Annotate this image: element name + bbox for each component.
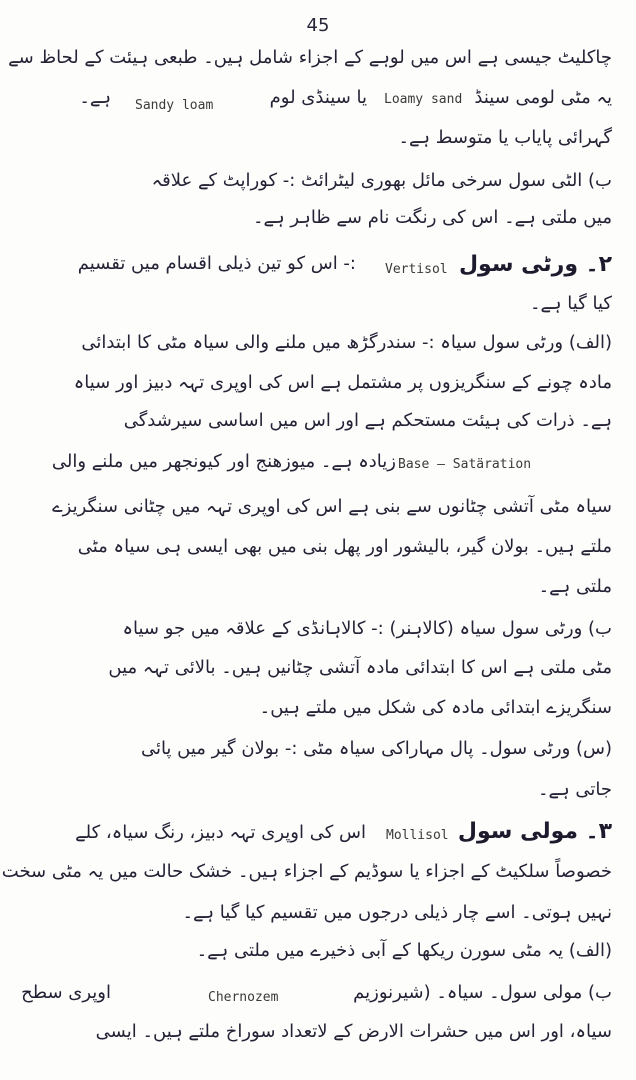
line-25: سیاہ، اور اس میں حشرات الارض کے لاتعداد سوراخ ملتے ہیں۔ ایسی xyxy=(95,1021,612,1042)
line-16: مٹی ملتی ہے اس کا ابتدائی مادہ آتشی چٹانیں ہیں۔ بالائی تہہ میں xyxy=(108,657,612,678)
line-24a: ب) مولی سول۔ سیاہ۔ (شیرنوزیم xyxy=(353,982,612,1003)
line-7: کیا گیا ہے۔ xyxy=(529,293,612,314)
line-20b: اس کی اوپری تہہ دبیز، رنگ سیاہ، کلے xyxy=(75,822,366,843)
line-17: سنگریزے ابتدائی مادہ کی شکل میں ملتے ہیں۔ xyxy=(259,697,612,718)
line-9: مادہ چونے کے سنگریزوں پر مشتمل ہے اس کی اوپری تہہ دبیز اور سیاہ xyxy=(73,372,612,393)
section-3-heading: ۳۔ مولی سول xyxy=(457,819,612,844)
line-14: ملتی ہے۔ xyxy=(538,576,612,597)
section-2-heading: ۲۔ ورٹی سول xyxy=(458,252,612,277)
line-2c: ہے۔ xyxy=(79,87,111,108)
line-12: سیاہ مٹی آتشی چٹانوں سے بنی ہے اس کی اوپری تہہ میں چٹانی سنگریزے xyxy=(52,496,612,517)
term-vertisol: Vertisol xyxy=(385,262,448,277)
line-6b: :- اس کو تین ذیلی اقسام میں تقسیم xyxy=(77,253,356,274)
line-24b: اوپری سطح xyxy=(21,982,111,1003)
line-22: نہیں ہوتی۔ اسے چار ذیلی درجوں میں تقسیم کیا گیا ہے۔ xyxy=(182,902,612,923)
line-8: (الف) ورٹی سول سیاہ :- سندرگڑھ میں ملنے والی سیاہ مٹی کا ابتدائی xyxy=(81,332,612,353)
term-mollisol: Mollisol xyxy=(386,828,449,843)
line-19: جاتی ہے۔ xyxy=(538,779,612,800)
term-loamy-sand: Loamy sand xyxy=(384,92,463,107)
line-1: چاکلیٹ جیسی ہے اس میں لوہے کے اجزاء شامل ہیں۔ طبعی ہیئت کے لحاظ سے xyxy=(8,47,612,68)
line-18: (س) ورٹی سول۔ پال مہاراکی سیاہ مٹی :- بولان گیر میں پائی xyxy=(140,738,612,759)
line-23: (الف) یہ مٹی سورن ریکھا کے آبی ذخیرے میں ملتی ہے۔ xyxy=(196,940,612,961)
line-21: خصوصاً سلکیٹ کے اجزاء یا سوڈیم کے اجزاء ہیں۔ خشک حالت میں یہ مٹی سخت xyxy=(1,861,612,882)
term-chernozem: Chernozem xyxy=(208,990,279,1005)
line-13: ملتے ہیں۔ بولان گیر، بالیشور اور پھل بنی میں بھی ایسی ہی سیاہ مٹی xyxy=(77,536,612,557)
line-4: ب) الٹی سول سرخی مائل بھوری لیٹرائٹ :- کوراپٹ کے علاقہ xyxy=(151,170,612,191)
line-11: زیادہ ہے۔ میوزھنج اور کیونجھر میں ملنے والی xyxy=(51,451,396,472)
line-5: میں ملتی ہے۔ اس کی رنگت نام سے ظاہر ہے۔ xyxy=(252,207,612,228)
line-10: ہے۔ ذرات کی ہیئت مستحکم ہے اور اس میں اساسی سیرشدگی xyxy=(123,410,612,431)
line-2b: یا سینڈی لوم xyxy=(269,87,367,108)
line-2a: یہ مٹی لومی سینڈ xyxy=(474,87,612,108)
page-number: 45 xyxy=(306,15,330,36)
line-3: گہرائی پایاب یا متوسط ہے۔ xyxy=(398,127,612,148)
term-base-saturation: Base — Satäration xyxy=(398,457,532,472)
term-sandy-loam: Sandy loam xyxy=(135,98,214,113)
line-15: ب) ورٹی سول سیاہ (کالاہنر) :- کالاہانڈی کے علاقہ میں جو سیاہ xyxy=(122,618,612,639)
